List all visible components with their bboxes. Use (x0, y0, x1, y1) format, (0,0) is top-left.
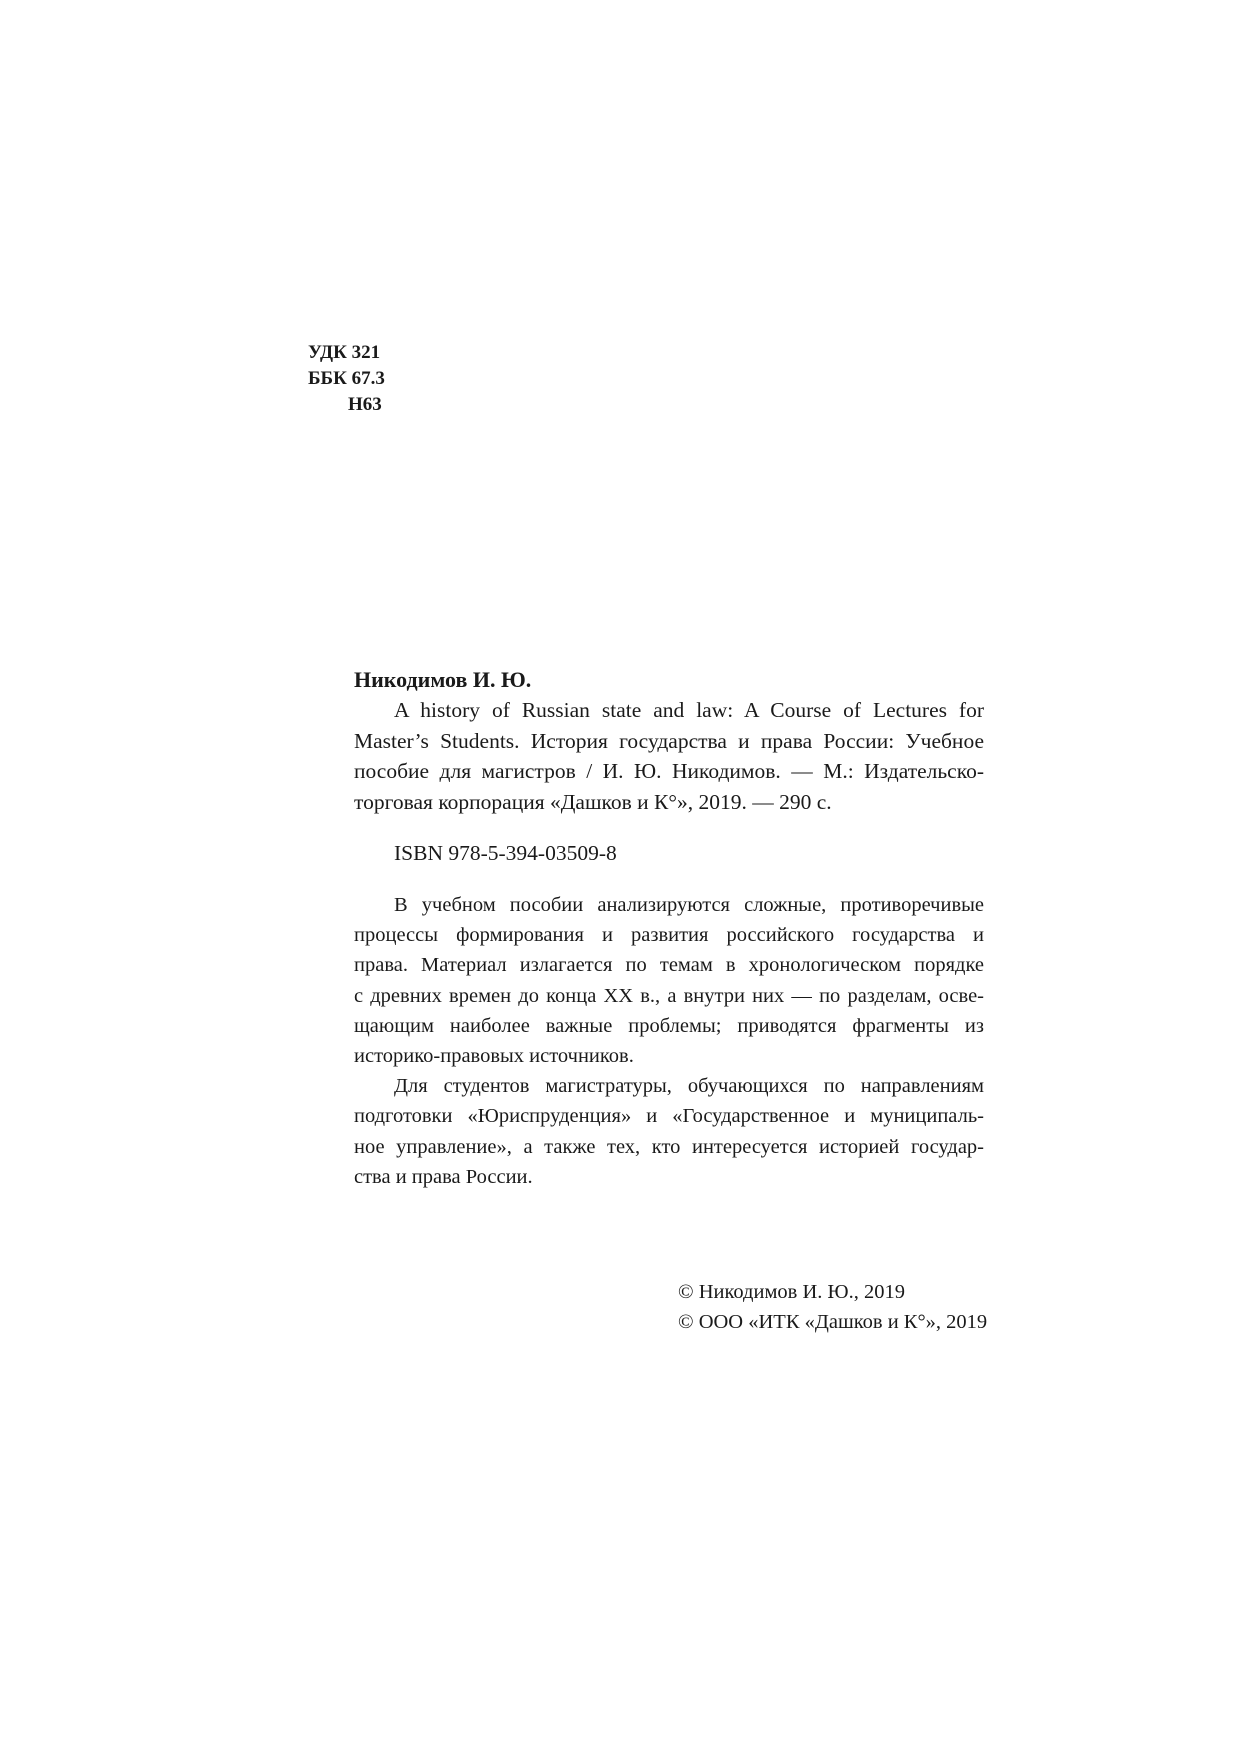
isbn: ISBN 978-5-394-03509-8 (394, 841, 617, 865)
bib-line: A history of Russian state and law: A Course of Lectures for (394, 698, 984, 722)
annotation (354, 890, 984, 1192)
udk-code: УДК 321 (308, 342, 381, 363)
annotation-line: ства и права России. (354, 1165, 533, 1188)
annotation-line: с древних времен до конца XX в., а внутри них — по разделам, осве- (354, 984, 984, 1007)
author-heading: Никодимов И. Ю. (354, 667, 532, 692)
annotation-line: процессы формирования и развития российского государства и (354, 924, 984, 947)
bib-line: торговая корпорация «Дашков и К°», 2019. — 290 с. (354, 789, 832, 814)
bibliographic-description (354, 695, 984, 817)
copyright-author: © Никодимов И. Ю., 2019 (678, 1281, 905, 1303)
copyright-publisher: © ООО «ИТК «Дашков и К°», 2019 (678, 1311, 988, 1333)
annotation-paragraph-2 (354, 1071, 984, 1192)
annotation-line: Для студентов магистратуры, обучающихся по направлениям (394, 1075, 984, 1098)
bib-line: Master’s Students. История государства и права России: Учебное (354, 728, 984, 753)
annotation-line: В учебном пособии анализируются сложные, противоречивые (394, 894, 984, 916)
classification-codes (308, 340, 385, 418)
copyright-notice (678, 1277, 987, 1337)
annotation-line: ное управление», а также тех, кто интересуется историей государ- (354, 1135, 984, 1158)
annotation-line: историко-правовых источников. (354, 1045, 634, 1068)
bbk-code: ББК 67.3 (308, 368, 385, 389)
author-mark: Н63 (348, 394, 382, 415)
bib-line: пособие для магистров / И. Ю. Никодимов. — М.: Издательско- (354, 759, 984, 783)
annotation-paragraph-1 (354, 890, 984, 1071)
annotation-line: щающим наиболее важные проблемы; приводятся фрагменты из (354, 1014, 984, 1037)
bibliographic-record (354, 665, 984, 1192)
annotation-line: права. Материал излагается по темам в хронологическом порядке (354, 954, 984, 977)
annotation-line: подготовки «Юриспруденция» и «Государственное и муниципаль- (354, 1105, 984, 1128)
